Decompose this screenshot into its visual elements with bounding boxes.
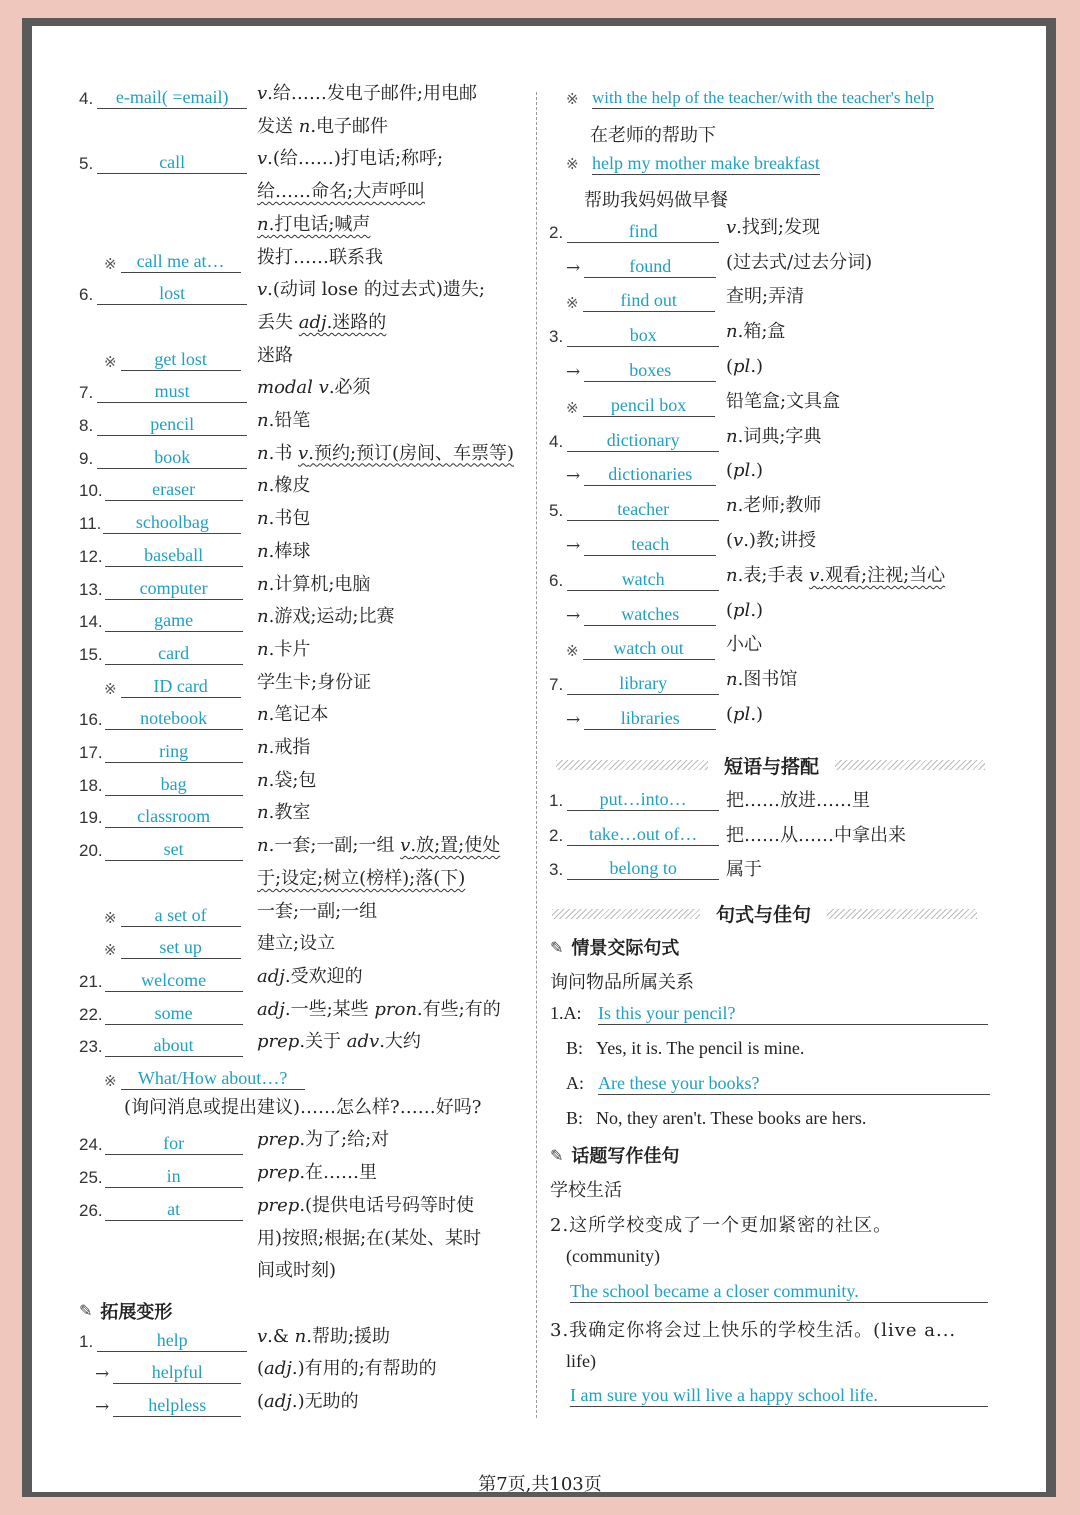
definition-text: n.棒球 bbox=[257, 540, 311, 562]
pencil-icon: ✎ bbox=[79, 1301, 93, 1321]
answer-blank: helpless bbox=[113, 1394, 241, 1417]
vocab-entry bbox=[104, 936, 241, 959]
definition-text: (过去式/过去分词) bbox=[726, 251, 873, 273]
entry-number: 1. bbox=[549, 790, 564, 810]
expand-entry bbox=[95, 1394, 241, 1417]
definition-text: (pl.) bbox=[726, 356, 764, 377]
note-marker: ※ bbox=[566, 155, 579, 174]
answer-blank: dictionary bbox=[567, 429, 719, 452]
vocab-entry bbox=[566, 603, 716, 626]
entry-number: 18. bbox=[79, 775, 103, 795]
writing-answer: The school became a closer community. bbox=[570, 1281, 988, 1303]
definition-text: (pl.) bbox=[726, 599, 764, 621]
vocab-entry bbox=[79, 642, 243, 665]
entry-number: 4. bbox=[79, 89, 94, 108]
chinese-meaning: 属于 bbox=[726, 859, 762, 881]
vocab-entry bbox=[79, 1132, 243, 1155]
writing-answer: I am sure you will live a happy school life. bbox=[570, 1385, 988, 1407]
answer-blank: ID card bbox=[121, 675, 241, 698]
situational-title bbox=[550, 934, 679, 960]
answer-blank: set bbox=[105, 838, 243, 861]
writing-title-text: 话题写作佳句 bbox=[571, 1146, 680, 1168]
definition-text: v.& n.帮助;援助 bbox=[257, 1325, 391, 1347]
definition-text: 迷路 bbox=[257, 344, 293, 366]
dialog-speaker: 1.A: bbox=[550, 1003, 582, 1024]
vocab-entry bbox=[566, 637, 715, 660]
vocab-entry bbox=[549, 568, 719, 591]
answer-blank: take…out of… bbox=[567, 823, 719, 846]
vocab-entry bbox=[79, 282, 247, 305]
vocab-entry bbox=[79, 1034, 243, 1057]
arrow-icon: → bbox=[566, 362, 581, 382]
vocab-entry bbox=[549, 672, 719, 695]
situational-title-text: 情景交际句式 bbox=[571, 938, 680, 960]
entry-number: 11. bbox=[79, 514, 102, 534]
definition-text: (adj.)无助的 bbox=[257, 1391, 359, 1412]
definition-text: prep.在……里 bbox=[257, 1162, 378, 1184]
writing-prompt: 3.我确定你将会过上快乐的学校生活。(live a... bbox=[550, 1319, 957, 1341]
answer-blank: set up bbox=[121, 936, 241, 959]
phrases-title-text: 短语与搭配 bbox=[724, 755, 820, 778]
vocab-entry bbox=[79, 577, 243, 600]
expand-entry bbox=[79, 1329, 247, 1352]
definition-text: n.戒指 bbox=[257, 737, 311, 758]
answer-blank: helpful bbox=[113, 1361, 241, 1384]
entry-number: 5. bbox=[79, 154, 94, 174]
answer-blank: teach bbox=[584, 533, 716, 556]
definition-text: 于;设定;树立(榜样);落(下) bbox=[257, 867, 466, 889]
answer-blank: e-mail( =email) bbox=[97, 86, 247, 109]
writing-hint: life) bbox=[566, 1350, 596, 1371]
hatch-decoration bbox=[556, 760, 708, 770]
page-footer: 第7页,共103页 bbox=[478, 1474, 602, 1495]
entry-number: 1. bbox=[79, 1331, 94, 1351]
answer-blank: bag bbox=[105, 773, 243, 796]
definition-text: adj.受欢迎的 bbox=[257, 965, 363, 987]
vocab-entry bbox=[549, 429, 719, 452]
answer-blank: call me at… bbox=[121, 250, 241, 273]
vocab-entry bbox=[566, 359, 716, 382]
vocab-entry bbox=[79, 969, 243, 992]
entry-number: 10. bbox=[79, 481, 103, 501]
entry-number: ※ bbox=[104, 941, 117, 960]
entry-number: 12. bbox=[79, 546, 103, 566]
hatch-decoration bbox=[827, 909, 977, 919]
sentences-title-text: 句式与佳句 bbox=[716, 904, 812, 927]
entry-number: 23. bbox=[79, 1037, 103, 1057]
answer-blank: must bbox=[97, 380, 247, 403]
entry-number: 2. bbox=[549, 825, 564, 845]
answer-blank: dictionaries bbox=[584, 463, 716, 486]
vocab-entry bbox=[79, 740, 243, 763]
answer-blank: classroom bbox=[105, 805, 243, 828]
vocab-entry bbox=[79, 805, 243, 828]
answer-blank: in bbox=[105, 1165, 243, 1188]
phrases-section-title bbox=[556, 752, 996, 779]
vocab-entry bbox=[549, 498, 719, 521]
definition-text: n.书包 bbox=[257, 508, 311, 530]
definition-text: n.卡片 bbox=[257, 638, 311, 660]
phrase-entry bbox=[549, 788, 719, 811]
pencil-icon: ✎ bbox=[550, 937, 564, 957]
expand-title-text: 拓展变形 bbox=[100, 1301, 173, 1323]
entry-number: 14. bbox=[79, 612, 103, 632]
arrow-icon: → bbox=[566, 605, 581, 626]
entry-number: 19. bbox=[79, 808, 103, 828]
answer-blank: put…into… bbox=[567, 788, 719, 811]
entry-number: 16. bbox=[79, 710, 103, 730]
vocab-entry bbox=[549, 220, 719, 243]
entry-number: 15. bbox=[79, 644, 103, 664]
definition-text: 发送 n.电子邮件 bbox=[257, 115, 389, 137]
answer-blank: eraser bbox=[105, 478, 243, 501]
answer-blank: book bbox=[97, 446, 247, 469]
answer-blank: some bbox=[105, 1002, 243, 1025]
answer-blank: at bbox=[105, 1198, 243, 1221]
arrow-icon: → bbox=[566, 536, 581, 556]
dialog-text: Yes, it is. The pencil is mine. bbox=[596, 1038, 805, 1058]
answer-blank: found bbox=[584, 255, 716, 278]
definition-text: n.书 v.预约;预订(房间、车票等) bbox=[257, 442, 515, 464]
definition-text: 查明;弄清 bbox=[726, 286, 805, 308]
definition-text: v.(动词 lose 的过去式)遗失; bbox=[257, 279, 485, 301]
dialog-text: No, they aren't. These books are hers. bbox=[596, 1107, 867, 1128]
vocab-entry bbox=[549, 324, 719, 347]
vocab-entry bbox=[79, 151, 247, 174]
entry-number: ※ bbox=[104, 1072, 117, 1090]
answer-blank: help bbox=[97, 1329, 247, 1352]
answer-blank: for bbox=[105, 1132, 243, 1155]
answer-blank: library bbox=[567, 672, 719, 695]
answer-blank: welcome bbox=[105, 969, 243, 992]
vocab-entry bbox=[104, 348, 241, 371]
vocab-entry bbox=[566, 463, 716, 486]
answer-blank: schoolbag bbox=[103, 511, 241, 534]
vocab-entry bbox=[79, 838, 243, 861]
entry-number: 3. bbox=[549, 327, 564, 347]
vocab-entry bbox=[79, 707, 243, 730]
writing-hint: (community) bbox=[566, 1246, 660, 1267]
definition-text: n.游戏;运动;比赛 bbox=[257, 606, 395, 628]
definition-text: n.表;手表 v.观看;注视;当心 bbox=[726, 564, 946, 586]
definition-text: 丢失 adj.迷路的 bbox=[257, 311, 387, 333]
definition-text: v.(给……)打电话;称呼; bbox=[257, 148, 444, 170]
writing-prompt: 2.这所学校变成了一个更加紧密的社区。 bbox=[550, 1215, 893, 1237]
answer-blank: lost bbox=[97, 282, 247, 305]
answer-blank: belong to bbox=[567, 857, 719, 880]
hatch-decoration bbox=[835, 760, 985, 770]
definition-text: n.铅笔 bbox=[257, 410, 311, 431]
answer-blank: boxes bbox=[584, 359, 716, 382]
situational-topic: 询问物品所属关系 bbox=[550, 972, 694, 994]
answer-blank: watch bbox=[567, 568, 719, 591]
chinese-meaning: 把……从……中拿出来 bbox=[726, 824, 906, 846]
answer-blank: box bbox=[567, 324, 719, 347]
pencil-icon: ✎ bbox=[550, 1145, 564, 1165]
definition-text: 铅笔盒;文具盒 bbox=[726, 390, 841, 412]
definition-text: n.一套;一副;一组 v.放;置;使处 bbox=[257, 835, 501, 857]
definition-text: (pl.) bbox=[726, 460, 764, 482]
definition-text: (v.)教;讲授 bbox=[726, 530, 817, 551]
definition-text: (pl.) bbox=[726, 704, 764, 725]
definition-text: n.袋;包 bbox=[257, 769, 317, 791]
definition-text: 间或时刻) bbox=[257, 1260, 337, 1282]
entry-number: 9. bbox=[79, 448, 94, 468]
definition-text: prep.关于 adv.大约 bbox=[257, 1031, 421, 1053]
definition-text: 小心 bbox=[726, 634, 762, 656]
entry-number: 17. bbox=[79, 743, 103, 762]
definition-text: 一套;一副;一组 bbox=[257, 900, 378, 922]
answer-blank: about bbox=[105, 1034, 243, 1057]
answer-blank: watches bbox=[584, 603, 716, 626]
definition-text: n.橡皮 bbox=[257, 475, 311, 497]
column-divider bbox=[536, 92, 537, 1418]
vocab-entry bbox=[79, 511, 241, 534]
entry-number: 7. bbox=[549, 675, 564, 695]
arrow-icon: → bbox=[95, 1397, 110, 1417]
entry-number: ※ bbox=[566, 642, 579, 661]
answer-blank: get lost bbox=[121, 348, 241, 371]
vocab-entry bbox=[104, 250, 241, 273]
vocab-entry bbox=[566, 394, 715, 417]
definition-text: n.词典;字典 bbox=[726, 425, 822, 447]
answer-blank: card bbox=[105, 642, 243, 665]
answer-blank: notebook bbox=[105, 707, 243, 730]
definition-text: modal v.必须 bbox=[257, 377, 371, 399]
dialog-answer: Is this your pencil? bbox=[598, 1003, 988, 1025]
vocab-entry bbox=[79, 478, 243, 501]
dialog-speaker: B: bbox=[566, 1038, 584, 1058]
vocab-entry bbox=[79, 773, 243, 796]
vocab-entry bbox=[566, 533, 716, 556]
definition-text: v.给……发电子邮件;用电邮 bbox=[257, 83, 477, 104]
phrase-entry bbox=[549, 857, 719, 880]
entry-number: 21. bbox=[79, 971, 103, 991]
definition-text: n.笔记本 bbox=[257, 704, 329, 726]
entry-number: 4. bbox=[549, 431, 564, 451]
vocab-entry bbox=[79, 609, 243, 632]
entry-number: 20. bbox=[79, 841, 103, 861]
vocab-entry bbox=[104, 904, 241, 927]
writing-title bbox=[550, 1142, 679, 1168]
entry-number: 24. bbox=[79, 1135, 103, 1155]
writing-topic: 学校生活 bbox=[550, 1180, 622, 1202]
expand-entry bbox=[95, 1361, 241, 1384]
answer-line: with the help of the teacher/with the teacher's help bbox=[592, 88, 934, 107]
arrow-icon: → bbox=[566, 710, 581, 730]
vocab-entry bbox=[104, 675, 241, 698]
chinese-meaning: 在老师的帮助下 bbox=[590, 124, 716, 146]
sentences-section-title bbox=[552, 900, 992, 927]
answer-blank: watch out bbox=[583, 637, 715, 660]
chinese-meaning: 帮助我妈妈做早餐 bbox=[584, 190, 728, 212]
expand-section-title bbox=[79, 1298, 172, 1324]
definition-text: 用)按照;根据;在(某处、某时 bbox=[257, 1227, 482, 1249]
definition-text: n.箱;盒 bbox=[726, 321, 786, 343]
definition-text: n.教室 bbox=[257, 802, 311, 824]
answer-line: help my mother make breakfast bbox=[592, 153, 820, 174]
arrow-icon: → bbox=[95, 1364, 110, 1385]
definition-text: n.老师;教师 bbox=[726, 495, 822, 517]
answer-blank: pencil box bbox=[583, 394, 715, 417]
answer-blank: computer bbox=[105, 577, 243, 600]
vocab-entry bbox=[79, 1165, 243, 1188]
answer-blank: a set of bbox=[121, 904, 241, 927]
vocab-entry bbox=[79, 1198, 243, 1221]
definition-text: 学生卡;身份证 bbox=[257, 671, 372, 693]
entry-number: ※ bbox=[104, 254, 117, 273]
entry-number: ※ bbox=[104, 908, 117, 927]
chinese-meaning: 把……放进……里 bbox=[726, 789, 870, 811]
entry-number: 5. bbox=[549, 501, 564, 521]
answer-blank: call bbox=[97, 151, 247, 174]
definition-text: 拨打……联系我 bbox=[257, 246, 383, 268]
phrase-entry bbox=[549, 823, 719, 846]
answer-blank: ring bbox=[105, 740, 243, 763]
arrow-icon: → bbox=[566, 466, 581, 487]
note-marker: ※ bbox=[566, 90, 579, 108]
definition-text: (adj.)有用的;有帮助的 bbox=[257, 1358, 437, 1380]
definition-text: n.图书馆 bbox=[726, 669, 798, 691]
entry-number: 8. bbox=[79, 416, 94, 435]
entry-number: 25. bbox=[79, 1168, 103, 1188]
entry-number: ※ bbox=[566, 294, 579, 313]
answer-blank: pencil bbox=[97, 413, 247, 436]
answer-blank: libraries bbox=[584, 707, 716, 730]
vocab-entry bbox=[79, 86, 247, 109]
answer-blank: find out bbox=[583, 289, 715, 312]
arrow-icon: → bbox=[566, 257, 581, 278]
answer-blank: find bbox=[567, 220, 719, 243]
entry-number: 13. bbox=[79, 579, 103, 599]
entry-number: 3. bbox=[549, 860, 564, 880]
entry-number: 22. bbox=[79, 1004, 103, 1024]
definition-text: n.打电话;喊声 bbox=[257, 213, 371, 235]
vocab-entry bbox=[566, 255, 716, 278]
dialog-answer: Are these your books? bbox=[598, 1073, 990, 1095]
definition-text: prep.为了;给;对 bbox=[257, 1129, 390, 1151]
entry-number: ※ bbox=[104, 679, 117, 698]
answer-blank: game bbox=[105, 609, 243, 632]
definition-text: prep.(提供电话号码等时使 bbox=[257, 1194, 475, 1216]
vocab-entry bbox=[79, 413, 247, 436]
entry-number: 26. bbox=[79, 1200, 103, 1220]
definition-text: n.计算机;电脑 bbox=[257, 573, 371, 595]
answer-blank: baseball bbox=[105, 544, 243, 567]
dialog-speaker: B: bbox=[566, 1107, 584, 1128]
answer-blank: teacher bbox=[567, 498, 719, 521]
entry-number: 2. bbox=[549, 222, 564, 242]
entry-number: ※ bbox=[566, 398, 579, 417]
vocab-entry bbox=[79, 544, 243, 567]
definition-text: v.找到;发现 bbox=[726, 216, 820, 238]
definition-text: adj.一些;某些 pron.有些;有的 bbox=[257, 998, 501, 1020]
dialog-speaker: A: bbox=[566, 1072, 584, 1093]
entry-number: 6. bbox=[549, 570, 564, 590]
definition-text: 给……命名;大声呼叫 bbox=[257, 181, 426, 203]
hatch-decoration bbox=[552, 909, 700, 919]
vocab-entry bbox=[79, 1002, 243, 1025]
vocab-entry bbox=[79, 380, 247, 403]
entry-number: 7. bbox=[79, 383, 94, 403]
vocab-entry bbox=[104, 1067, 305, 1090]
vocab-entry bbox=[566, 289, 715, 312]
vocab-entry bbox=[79, 446, 247, 469]
entry-number: ※ bbox=[104, 352, 117, 371]
definition-text: (询问消息或提出建议)……怎么样?……好吗? bbox=[124, 1096, 482, 1118]
entry-number: 6. bbox=[79, 285, 94, 305]
definition-text: 建立;设立 bbox=[257, 933, 336, 955]
vocab-entry bbox=[566, 707, 716, 730]
answer-blank: What/How about…? bbox=[121, 1067, 305, 1090]
